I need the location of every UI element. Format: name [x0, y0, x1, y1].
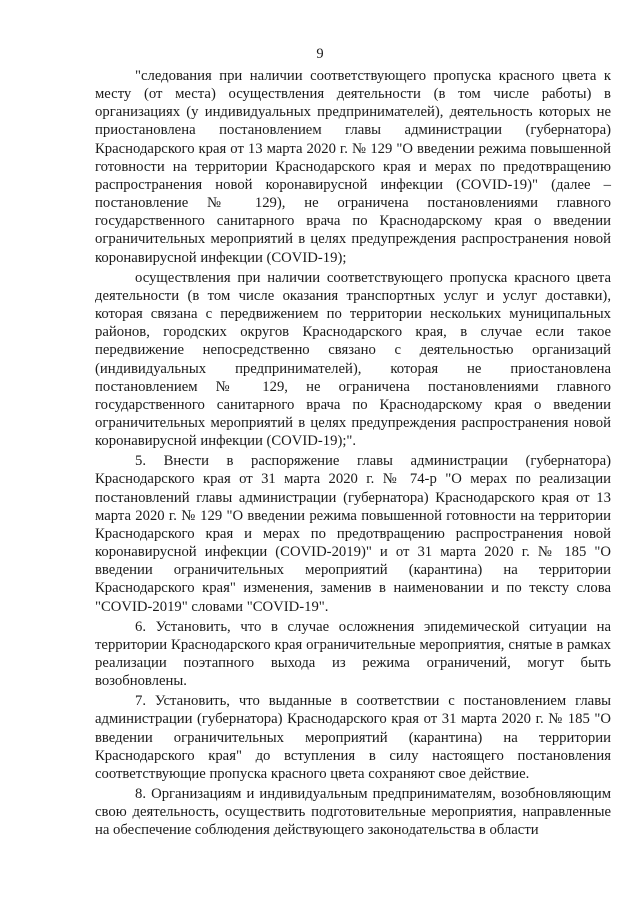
page-number: 9	[316, 46, 324, 62]
paragraph-3: 5. Внести в распоряжение главы администрации (губернатора) Краснодарского края от 31 марта 2020 г. № 74-р "О мерах по реализации постановлений главы администрации (губернатора) Краснодарского края от 13 марта 2020 г. № 129 "О введении режима повышенной готовности на территории Краснодарского края и мерах по предотвращению распространения новой коронавирусной инфекции (COVID-2019)" и от 31 марта 2020 г. № 185 "О введении ограничительных мероприятий (карантина) на территории Краснодарского края" изменения, заменив в наименовании и по тексту слова "COVID-2019" словами "COVID-19".	[95, 453, 611, 615]
paragraph-4: 6. Установить, что в случае осложнения эпидемической ситуации на территории Краснодарского края ограничительные мероприятия, снятые в рамках реализации поэтапного выхода из режима ограничений, могут быть возобновлены.	[95, 618, 611, 690]
paragraph-6: 8. Организациям и индивидуальным предпринимателям, возобновляющим свою деятельность, осуществить подготовительные мероприятия, направленные на обеспечение соблюдения действующего законодательства в области	[95, 786, 611, 839]
paragraph-2: осуществления при наличии соответствующего пропуска красного цвета деятельности (в том числе оказания транспортных услуг и услуг доставки), которая связана с передвижением по территории нескольких муниципальных районов, городских округов Краснодарского края, в случае если такое передвижение непосредственно связано с деятельностью организаций (индивидуальных предпринимателей), которая не приостановлена постановлением № 129, не ограничена постановлениями главного государственного санитарного врача по Краснодарскому края о введении ограничительных мероприятий в целях предупреждения распространения новой коронавирусной инфекции (COVID-19);".	[95, 269, 611, 450]
paragraph-1: "следования при наличии соответствующего пропуска красного цвета к месту (от места) осуществления деятельности (в том числе работы) в организациях (у индивидуальных предпринимателей), деятельность которых не приостановлена постановлением главы администрации (губернатора) Краснодарского края от 13 марта 2020 г. № 129 "О введении режима повышенной готовности на территории Краснодарского края и мерах по предотвращению распространения новой коронавирусной инфекции (COVID-19)" (далее – постановление № 129), не ограничена постановлениями главного государственного санитарного врача по Краснодарскому края о введении ограничительных мероприятий в целях предупреждения распространения новой коронавирусной инфекции (COVID-19);	[95, 68, 611, 266]
paragraph-5: 7. Установить, что выданные в соответствии с постановлением главы администрации (губернатора) Краснодарского края от 31 марта 2020 г. № 185 "О введении ограничительных мероприятий (карантина) на территории Краснодарского края" до вступления в силу настоящего постановления соответствующие пропуска красного цвета сохраняют свое действие.	[95, 693, 611, 782]
document-body	[95, 67, 611, 842]
